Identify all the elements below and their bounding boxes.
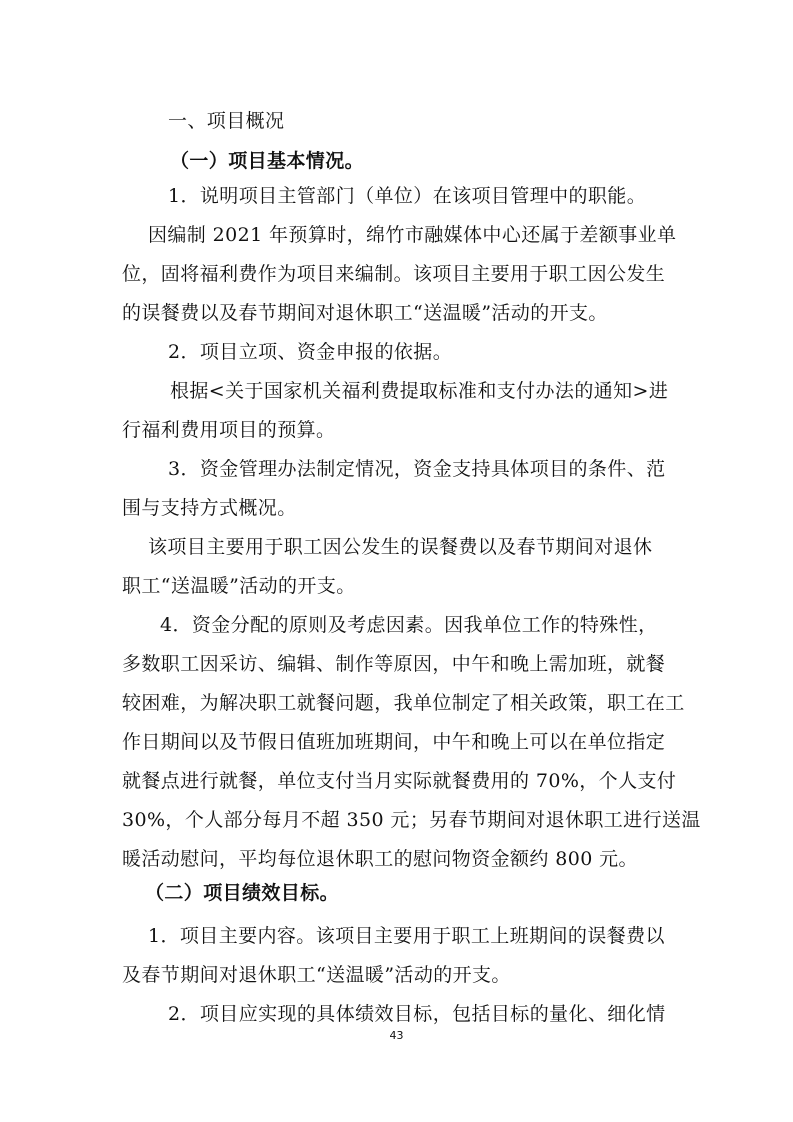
paragraph-line: 1．说明项目主管部门（单位）在该项目管理中的职能。 xyxy=(168,185,647,207)
paragraph-line: 4．资金分配的原则及考虑因素。因我单位工作的特殊性， xyxy=(160,614,658,636)
paragraph-line: 多数职工因采访、编辑、制作等原因，中午和晚上需加班，就餐 xyxy=(122,653,666,675)
paragraph-line: 因编制 2021 年预算时，绵竹市融媒体中心还属于差额事业单 xyxy=(148,224,677,246)
paragraph-line: 30%，个人部分每月不超 350 元；另春节期间对退休职工进行送温 xyxy=(122,809,701,831)
paragraph-line: 位，固将福利费作为项目来编制。该项目主要用于职工因公发生 xyxy=(122,263,666,285)
paragraph-line: 就餐点进行就餐，单位支付当月实际就餐费用的 70%，个人支付 xyxy=(122,770,677,792)
subsection-heading: （一）项目基本情况。 xyxy=(170,150,365,172)
paragraph-line: 1．项目主要内容。该项目主要用于职工上班期间的误餐费以 xyxy=(148,925,665,947)
paragraph-line: 围与支持方式概况。 xyxy=(122,497,297,519)
paragraph-line: 职工“送温暖”活动的开支。 xyxy=(122,575,356,597)
paragraph-line: 该项目主要用于职工因公发生的误餐费以及春节期间对退休 xyxy=(148,536,653,558)
paragraph-line: 3．资金管理办法制定情况，资金支持具体项目的条件、范 xyxy=(168,458,666,480)
subsection-heading: （二）项目绩效目标。 xyxy=(145,882,340,904)
paragraph-line: 2．项目立项、资金申报的依据。 xyxy=(168,341,453,363)
paragraph-line: 根据<关于国家机关福利费提取标准和支付办法的通知>进 xyxy=(170,380,669,402)
paragraph-line: 2．项目应实现的具体绩效目标，包括目标的量化、细化情 xyxy=(168,1003,666,1025)
section-heading: 一、项目概况 xyxy=(168,110,285,132)
paragraph-line: 行福利费用项目的预算。 xyxy=(122,419,336,441)
paragraph-line: 及春节期间对退休职工“送温暖”活动的开支。 xyxy=(122,964,511,986)
paragraph-line: 作日期间以及节假日值班加班期间，中午和晚上可以在单位指定 xyxy=(122,731,666,753)
page-number: 43 xyxy=(389,1029,404,1042)
paragraph-line: 的误餐费以及春节期间对退休职工“送温暖”活动的开支。 xyxy=(122,302,608,324)
paragraph-line: 较困难，为解决职工就餐问题，我单位制定了相关政策，职工在工 xyxy=(122,692,685,714)
paragraph-line: 暖活动慰问，平均每位退休职工的慰问物资金额约 800 元。 xyxy=(122,848,638,870)
